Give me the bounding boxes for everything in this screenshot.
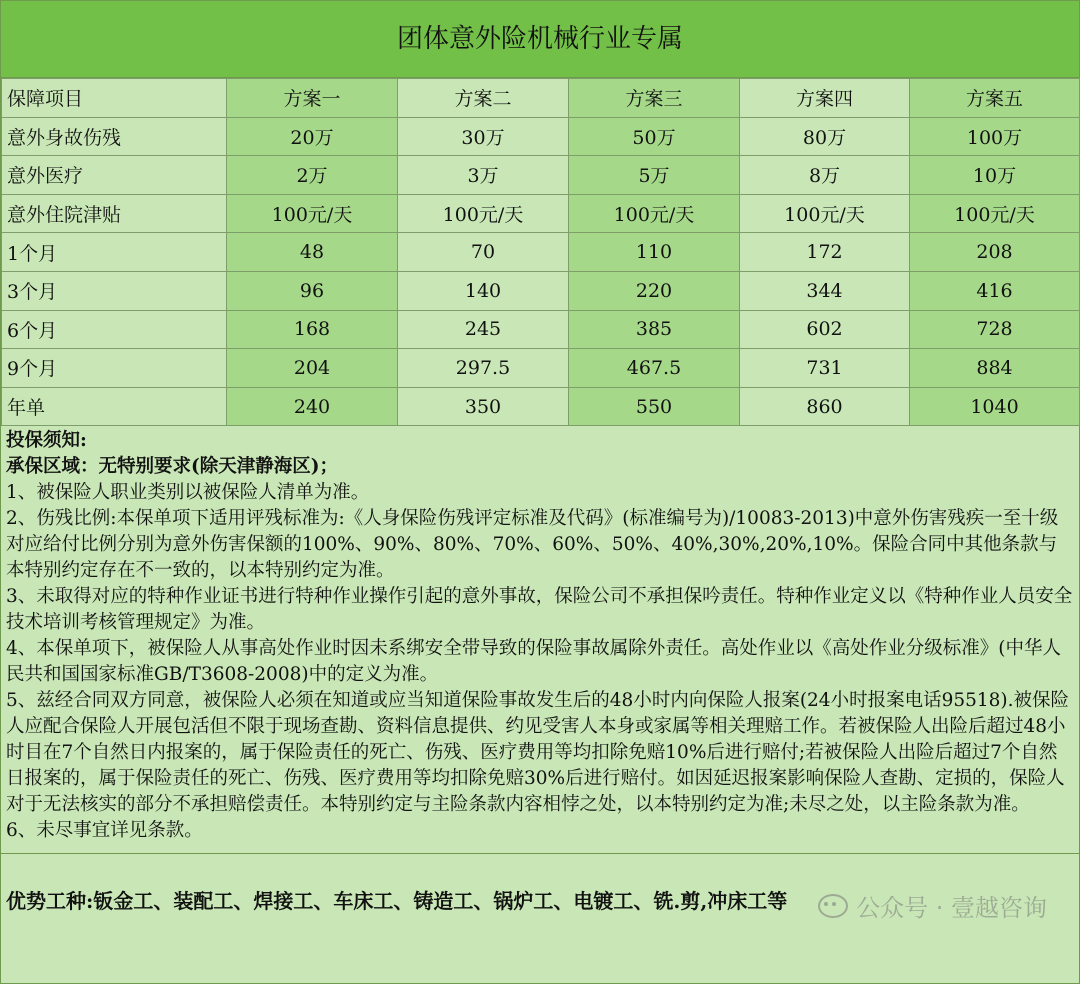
table-row — [2, 117, 1080, 156]
notes-region: 承保区域：无特别要求(除天津静海区)； — [6, 456, 339, 478]
notes-item-2: 2、伤残比例:本保单项下适用评残标准为:《人身保险伤残评定标准及代码》(标准编号为)/10083-2013)中意外伤害残疾一至十级对应给付比例分别为意外伤害保额的100%、90%、80%、70%、60%、50%、40%,30%,20%,10%。保险合同中其他条款与本特别约定存在不一致的，以本特别约定为准。 — [6, 508, 1059, 582]
row-label-cell: 意外住院津贴 — [2, 194, 227, 233]
table-cell: 20万 — [227, 117, 398, 156]
plan-table-body — [2, 79, 1080, 426]
table-cell: 100元/天 — [910, 194, 1080, 233]
table-cell: 416 — [910, 271, 1080, 310]
row-label-cell: 1个月 — [2, 233, 227, 272]
table-row — [2, 156, 1080, 195]
table-cell: 860 — [740, 387, 910, 426]
table-cell: 204 — [227, 349, 398, 388]
table-row — [2, 194, 1080, 233]
wechat-icon — [818, 894, 848, 918]
plan-header-cell: 方案一 — [227, 79, 398, 118]
table-cell: 550 — [569, 387, 740, 426]
row-label-cell: 6个月 — [2, 310, 227, 349]
row-label-cell: 年单 — [2, 387, 227, 426]
table-cell: 100元/天 — [227, 194, 398, 233]
plan-header-cell: 方案四 — [740, 79, 910, 118]
notes-item-6: 6、未尽事宜详见条款。 — [6, 820, 203, 842]
table-cell: 728 — [910, 310, 1080, 349]
watermark-text: 公众号 · 壹越咨询 — [856, 894, 1047, 923]
table-cell: 100元/天 — [740, 194, 910, 233]
table-cell: 30万 — [398, 117, 569, 156]
table-cell: 50万 — [569, 117, 740, 156]
table-cell: 385 — [569, 310, 740, 349]
notes-item-4: 4、本保单项下，被保险人从事高处作业时因未系绑安全带导致的保险事故属除外责任。高处作业以《高处作业分级标准》(中华人民共和国国家标准GB/T3608-2008)中的定义为准。 — [6, 638, 1061, 686]
table-cell: 220 — [569, 271, 740, 310]
table-cell: 602 — [740, 310, 910, 349]
table-cell: 208 — [910, 233, 1080, 272]
table-cell: 100万 — [910, 117, 1080, 156]
table-row — [2, 310, 1080, 349]
table-header-row — [2, 79, 1080, 118]
row-label-cell: 9个月 — [2, 349, 227, 388]
table-cell: 48 — [227, 233, 398, 272]
table-cell: 467.5 — [569, 349, 740, 388]
table-cell: 172 — [740, 233, 910, 272]
table-row — [2, 387, 1080, 426]
table-cell: 297.5 — [398, 349, 569, 388]
table-cell: 80万 — [740, 117, 910, 156]
table-cell: 8万 — [740, 156, 910, 195]
notes-item-1: 1、被保险人职业类别以被保险人清单为准。 — [6, 482, 370, 504]
table-cell: 70 — [398, 233, 569, 272]
table-cell: 3万 — [398, 156, 569, 195]
table-cell: 344 — [740, 271, 910, 310]
table-cell: 140 — [398, 271, 569, 310]
table-cell: 110 — [569, 233, 740, 272]
table-cell: 350 — [398, 387, 569, 426]
table-row — [2, 349, 1080, 388]
table-cell: 96 — [227, 271, 398, 310]
table-row — [2, 271, 1080, 310]
row-label-cell: 意外身故伤残 — [2, 117, 227, 156]
watermark — [818, 888, 1047, 923]
row-label-cell: 意外医疗 — [2, 156, 227, 195]
plan-header-cell: 方案三 — [569, 79, 740, 118]
table-cell: 884 — [910, 349, 1080, 388]
header-cell: 保障项目 — [2, 79, 227, 118]
table-cell: 1040 — [910, 387, 1080, 426]
table-cell: 5万 — [569, 156, 740, 195]
notes-item-5: 5、兹经合同双方同意，被保险人必须在知道或应当知道保险事故发生后的48小时内向保险人报案(24小时报案电话95518).被保险人应配合保险人开展包活但不限于现场查勘、资料信息提供、约见受害人本身或家属等相关理赔工作。若被保险人出险后超过48小时目在7个自然日内报案的，属于保险责任的死亡、伤残、医疗费用等均扣除免赔10%后进行赔付;若被保险人出险后超过7个自然日报案的，属于保险责任的死亡、伤残、医疗费用等均扣除免赔30%后进行赔付。如因延迟报案影响保险人查勘、定损的，保险人对于无法核实的部分不承担赔偿责任。本特别约定与主险条款内容相悖之处，以本特别约定为准;未尽之处，以主险条款为准。 — [6, 690, 1070, 816]
table-cell: 168 — [227, 310, 398, 349]
advantage-text: 优势工种:钣金工、装配工、焊接工、车床工、铸造工、锅炉工、电镀工、铣.剪,冲床工等 — [6, 888, 788, 913]
table-cell: 245 — [398, 310, 569, 349]
notes-heading: 投保须知: — [6, 430, 87, 452]
notes-section — [1, 426, 1079, 854]
plan-table — [1, 78, 1080, 426]
table-cell: 10万 — [910, 156, 1080, 195]
plan-header-cell: 方案二 — [398, 79, 569, 118]
table-cell: 100元/天 — [569, 194, 740, 233]
table-cell: 731 — [740, 349, 910, 388]
table-cell: 100元/天 — [398, 194, 569, 233]
table-cell: 240 — [227, 387, 398, 426]
row-label-cell: 3个月 — [2, 271, 227, 310]
plan-header-cell: 方案五 — [910, 79, 1080, 118]
notes-item-3: 3、未取得对应的特种作业证书进行特种作业操作引起的意外事故，保险公司不承担保吟责任。特种作业定义以《特种作业人员安全技术培训考核管理规定》为准。 — [6, 586, 1073, 634]
page-title: 团体意外险机械行业专属 — [1, 1, 1079, 78]
advantage-trades — [1, 854, 1079, 944]
table-cell: 2万 — [227, 156, 398, 195]
table-row — [2, 233, 1080, 272]
